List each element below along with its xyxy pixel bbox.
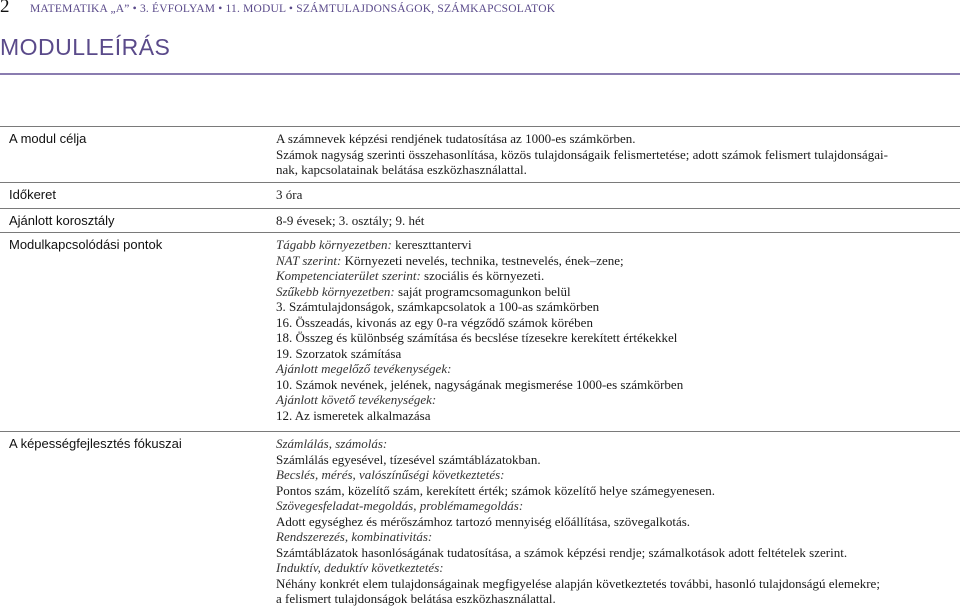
module-ref: 10. Számok nevének, jelének, nagyságának megismerése 1000-es számkörben xyxy=(276,376,684,392)
kapcsolodas-text: Környezeti nevelés, technika, testnevelés, ének–zene; xyxy=(341,252,624,268)
idokeret-value: 3 óra xyxy=(276,187,303,202)
fokusz-heading: Induktív, deduktív következtetés: xyxy=(276,560,444,575)
cel-line: nak, kapcsolatainak belátása eszközhasználattal. xyxy=(276,162,527,177)
row-content-idokeret xyxy=(276,187,956,203)
kapcsolodas-heading: Kompetenciaterület szerint: xyxy=(276,268,421,283)
row-content-kapcsolodas xyxy=(276,237,956,423)
cel-line: Számok nagyság szerinti összehasonlítása, közös tulajdonságaik felismertetése; adott számok felismert tulajdonságai- xyxy=(276,146,888,162)
row-label-korosztaly: Ajánlott korosztály xyxy=(9,213,115,228)
page-number: 2 xyxy=(0,0,10,17)
row-content-fokusz xyxy=(276,436,956,607)
module-ref: 19. Szorzatok számítása xyxy=(276,345,402,361)
running-title: MATEMATIKA „A” • 3. ÉVFOLYAM • 11. MODUL • SZÁMTULAJDONSÁGOK, SZÁMKAPCSOLATOK xyxy=(30,3,556,15)
row-divider xyxy=(0,182,960,183)
kapcsolodas-heading: NAT szerint: xyxy=(276,252,342,268)
cel-line: A számnevek képzési rendjének tudatosítása az 1000-es számkörben. xyxy=(276,131,636,146)
running-header xyxy=(0,0,960,18)
fokusz-text: Néhány konkrét elem tulajdonságainak megfigyelése alapján következtetés további, hasonló tulajdonságú elemekre; xyxy=(276,575,880,591)
row-content-korosztaly xyxy=(276,213,956,229)
row-divider xyxy=(0,126,960,127)
title-rule xyxy=(0,73,960,75)
module-ref: 3. Számtulajdonságok, számkapcsolatok a 100-as számkörben xyxy=(276,299,600,314)
kapcsolodas-text: kereszttantervi xyxy=(391,237,472,252)
korosztaly-value: 8-9 évesek; 3. osztály; 9. hét xyxy=(276,213,425,228)
fokusz-text: Számlálás egyesével, tízesével számtáblázatokban. xyxy=(276,451,541,467)
row-divider xyxy=(0,232,960,233)
kapcsolodas-heading: Tágabb környezetben: xyxy=(276,237,392,252)
row-content-cel xyxy=(276,131,956,178)
fokusz-text: Számtáblázatok hasonlóságának tudatosítása, a számok képzési rendje; számalkotások adott feltételek szerint. xyxy=(276,544,848,560)
kapcsolodas-text: szociális és környezeti. xyxy=(420,268,545,283)
fokusz-text: a felismert tulajdonságok belátása eszközhasználattal. xyxy=(276,591,556,606)
row-label-kapcsolodas: Modulkapcsolódási pontok xyxy=(9,237,163,252)
kapcsolodas-text: saját programcsomagunkon belül xyxy=(394,283,571,299)
fokusz-heading: Rendszerezés, kombinativitás: xyxy=(276,529,433,544)
kapcsolodas-heading: Ajánlott követő tevékenységek: xyxy=(276,392,437,407)
row-label-idokeret: Időkeret xyxy=(9,187,56,202)
page-title: MODULLEÍRÁS xyxy=(0,34,171,60)
module-ref: 12. Az ismeretek alkalmazása xyxy=(276,407,431,423)
fokusz-heading: Számlálás, számolás: xyxy=(276,436,388,451)
kapcsolodas-heading: Szűkebb környezetben: xyxy=(276,283,395,299)
fokusz-text: Adott egységhez és mérőszámhoz tartozó mennyiség előállítása, szövegalkotás. xyxy=(276,513,691,529)
fokusz-heading: Szövegesfeladat-megoldás, problémamegoldás: xyxy=(276,498,524,513)
row-divider xyxy=(0,208,960,209)
fokusz-text: Pontos szám, közelítő szám, kerekített érték; számok közelítő helye számegyenesen. xyxy=(276,482,715,498)
fokusz-heading: Becslés, mérés, valószínűségi következtetés: xyxy=(276,467,505,482)
module-ref: 16. Összeadás, kivonás az egy 0-ra végződő számok körében xyxy=(276,314,593,330)
row-label-fokusz: A képességfejlesztés fókuszai xyxy=(9,436,182,451)
kapcsolodas-heading: Ajánlott megelőző tevékenységek: xyxy=(276,361,452,376)
row-divider xyxy=(0,431,960,432)
row-label-cel: A modul célja xyxy=(9,131,87,146)
module-ref: 18. Összeg és különbség számítása és becslése tízesekre kerekített értékekkel xyxy=(276,330,678,345)
